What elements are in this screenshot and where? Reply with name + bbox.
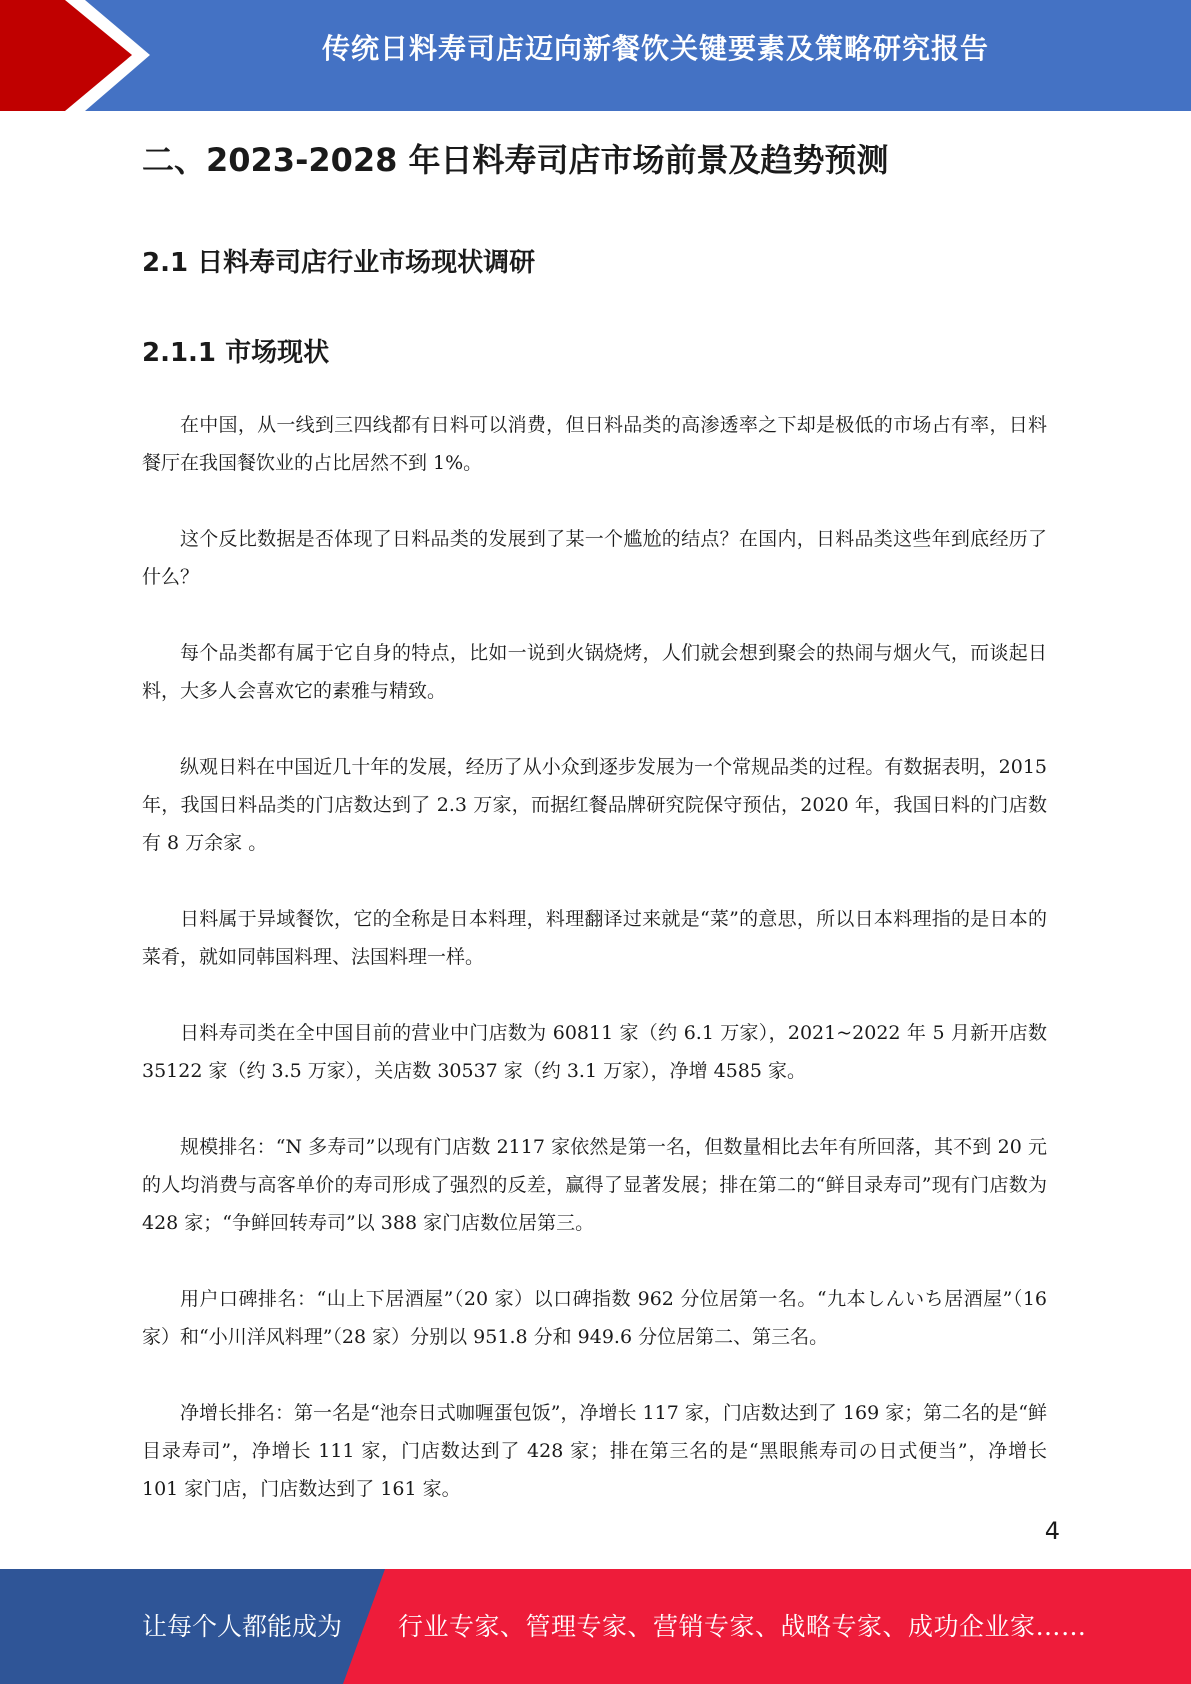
paragraph: 净增长排名：第一名是“池奈日式咖喱蛋包饭”，净增长 117 家，门店数达到了 169 家；第二名的是“鲜目录寿司”，净增长 111 家，门店数达到了 428 家；排在第三名的是“黑眼熊寿司の日式便当”，净增长 101 家门店，门店数达到了 161 家。 (142, 1402, 1047, 1500)
paragraph: 在中国，从一线到三四线都有日料可以消费，但日料品类的高渗透率之下却是极低的市场占有率，日料餐厅在我国餐饮业的占比居然不到 1%。 (142, 414, 1047, 474)
paragraph: 每个品类都有属于它自身的特点，比如一说到火锅烧烤，人们就会想到聚会的热闹与烟火气，而谈起日料，大多人会喜欢它的素雅与精致。 (142, 642, 1047, 702)
footer-slogan-left: 让每个人都能成为 (142, 1612, 343, 1641)
paragraph: 日料寿司类在全中国目前的营业中门店数为 60811 家（约 6.1 万家），2021~2022 年 5 月新开店数 35122 家（约 3.5 万家），关店数 30537 家（约 3.1 万家），净增 4585 家。 (142, 1022, 1047, 1082)
page-header (0, 0, 1191, 111)
section-heading: 2.1 日料寿司店行业市场现状调研 (142, 248, 536, 278)
chapter-heading: 二、2023-2028 年日料寿司店市场前景及趋势预测 (142, 141, 889, 179)
paragraph: 日料属于异域餐饮，它的全称是日本料理，料理翻译过来就是“菜”的意思，所以日本料理指的是日本的菜肴，就如同韩国料理、法国料理一样。 (142, 908, 1047, 968)
paragraph: 规模排名：“N 多寿司”以现有门店数 2117 家依然是第一名，但数量相比去年有所回落，其不到 20 元的人均消费与高客单价的寿司形成了强烈的反差，赢得了显著发展；排在第二的“鲜目录寿司”现有门店数为 428 家；“争鲜回转寿司”以 388 家门店数位居第三。 (142, 1136, 1047, 1234)
subsection-heading: 2.1.1 市场现状 (142, 338, 330, 368)
report-title: 传统日料寿司店迈向新餐饮关键要素及策略研究报告 (321, 32, 989, 65)
page-number: 4 (1044, 1517, 1060, 1545)
page-footer (0, 1569, 1191, 1684)
paragraph: 用户口碑排名：“山上下居酒屋”（20 家）以口碑指数 962 分位居第一名。“九本しんいち居酒屋”（16 家）和“小川洋风料理”（28 家）分别以 951.8 分和 949.6 分位居第二、第三名。 (142, 1288, 1047, 1348)
paragraph: 纵观日料在中国近几十年的发展，经历了从小众到逐步发展为一个常规品类的过程。有数据表明，2015 年，我国日料品类的门店数达到了 2.3 万家，而据红餐品牌研究院保守预估，2020 年，我国日料的门店数有 8 万余家 。 (142, 756, 1047, 854)
body-text (142, 406, 1047, 1546)
paragraph: 这个反比数据是否体现了日料品类的发展到了某一个尴尬的结点？在国内，日料品类这些年到底经历了什么？ (142, 528, 1047, 588)
footer-slogan-right: 行业专家、管理专家、营销专家、战略专家、成功企业家…… (398, 1612, 1087, 1641)
